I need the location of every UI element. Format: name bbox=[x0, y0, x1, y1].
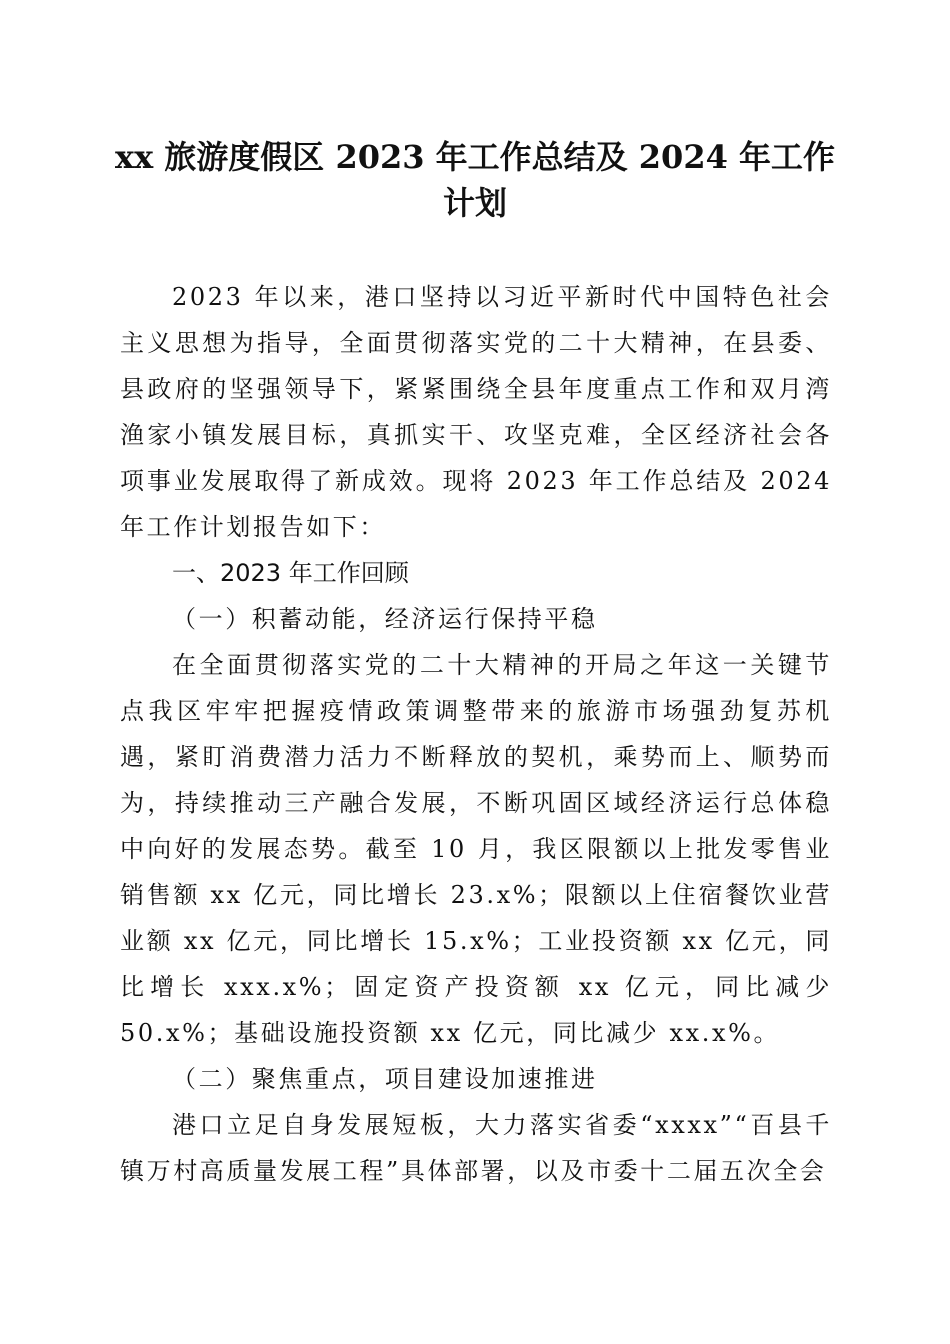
document-body bbox=[120, 274, 832, 1194]
title-line-1: xx 旅游度假区 2023 年工作总结及 2024 年工作 bbox=[115, 138, 835, 176]
intro-paragraph: 2023 年以来，港口坚持以习近平新时代中国特色社会主义思想为指导，全面贯彻落实党的二十大精神，在县委、县政府的坚强领导下，紧紧围绕全县年度重点工作和双月湾渔家小镇发展目标，真抓实干、攻坚克难，全区经济社会各项事业发展取得了新成效。现将 2023 年工作总结及 2024 年工作计划报告如下： bbox=[120, 283, 832, 541]
subsection-2-paragraph: 港口立足自身发展短板，大力落实省委“xxxx”“百县千镇万村高质量发展工程”具体部署，以及市委十二届五次全会 bbox=[120, 1111, 832, 1185]
subsection-heading-2: （二）聚焦重点，项目建设加速推进 bbox=[172, 1065, 598, 1093]
subsection-heading-1: （一）积蓄动能，经济运行保持平稳 bbox=[172, 605, 598, 633]
section-heading-1: 一、2023 年工作回顾 bbox=[172, 559, 409, 587]
document-title bbox=[100, 134, 850, 226]
subsection-1-paragraph: 在全面贯彻落实党的二十大精神的开局之年这一关键节点我区牢牢把握疫情政策调整带来的旅游市场强劲复苏机遇，紧盯消费潜力活力不断释放的契机，乘势而上、顺势而为，持续推动三产融合发展，不断巩固区域经济运行总体稳中向好的发展态势。截至 10 月，我区限额以上批发零售业销售额 xx 亿元，同比增长 23.x%；限额以上住宿餐饮业营业额 xx 亿元，同比增长 15.x%；工业投资额 xx 亿元，同比增长 xxx.x%；固定资产投资额 xx 亿元，同比减少 50.x%；基础设施投资额 xx 亿元，同比减少 xx.x%。 bbox=[120, 651, 832, 1047]
title-line-2: 计划 bbox=[442, 184, 507, 222]
